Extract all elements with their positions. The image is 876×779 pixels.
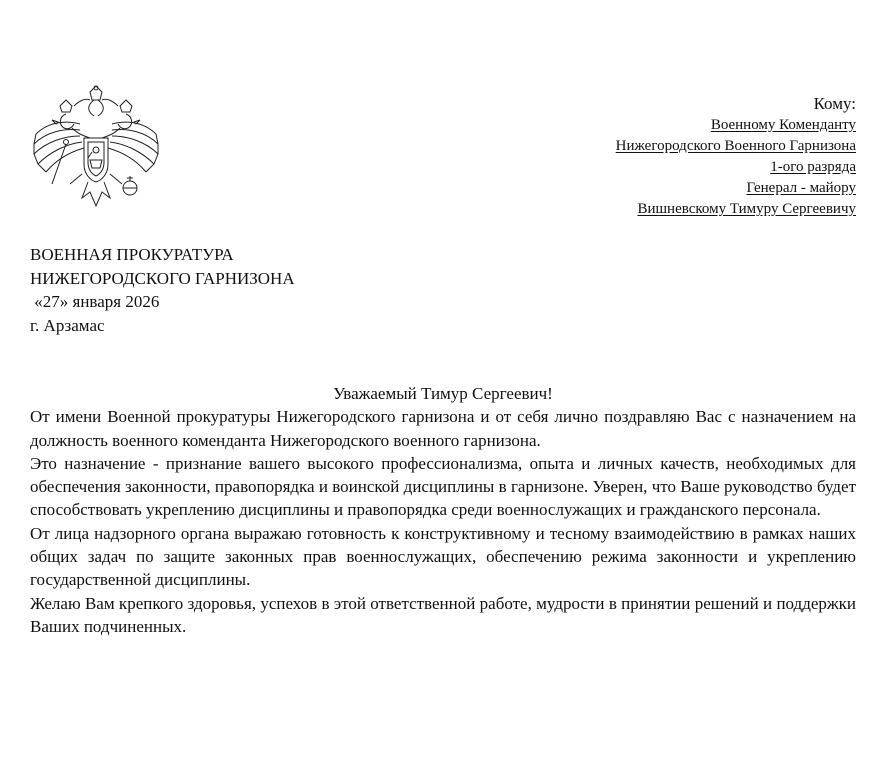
sender-org-line: НИЖЕГОРОДСКОГО ГАРНИЗОНА [30, 268, 295, 288]
letter-body [30, 382, 856, 638]
letter-city: г. Арзамас [30, 315, 105, 335]
addressee-line: Военному Коменданту [710, 117, 856, 133]
letter-greeting: Уважаемый Тимур Сергеевич! [333, 384, 553, 403]
sender-block [30, 243, 295, 337]
double-headed-eagle-icon [30, 84, 162, 210]
addressee-line: Нижегородского Военного Гарнизона [615, 138, 856, 154]
letter-date: «27» января 2026 [30, 292, 160, 311]
sender-org-line: ВОЕННАЯ ПРОКУРАТУРА [30, 245, 234, 264]
letter-paragraph: От имени Военной прокуратуры Нижегородского гарнизона и от себя лично поздравляю Вас с назначением на должность военного коменданта Нижегородского военного гарнизона. [30, 407, 856, 450]
letter-paragraph: Это назначение - признание вашего высокого профессионализма, опыта и личных качеств, необходимых для обеспечения законности, правопорядка и воинской дисциплины в гарнизоне. Уверен, что Ваше руководство будет способствовать укреплению дисциплины и правопорядка среди военнослужащих и гражданского персонала. [30, 453, 856, 520]
letter-paragraph: Желаю Вам крепкого здоровья, успехов в этой ответственной работе, мудрости в принятии решений и поддержки Ваших подчиненных. [30, 593, 856, 636]
addressee-line: Генерал - майору [746, 180, 856, 196]
addressee-line: Вишневскому Тимуру Сергеевичу [637, 201, 856, 217]
addressee-label: Кому: [813, 94, 856, 113]
letter-paragraph: От лица надзорного органа выражаю готовность к конструктивному и тесному взаимодействию в рамках наших общих задач по защите законных прав военнослужащих, обеспечению режима законности и укреплению государственной дисциплины. [30, 523, 856, 590]
addressee-block [616, 93, 856, 220]
addressee-line: 1-ого разряда [770, 159, 856, 175]
